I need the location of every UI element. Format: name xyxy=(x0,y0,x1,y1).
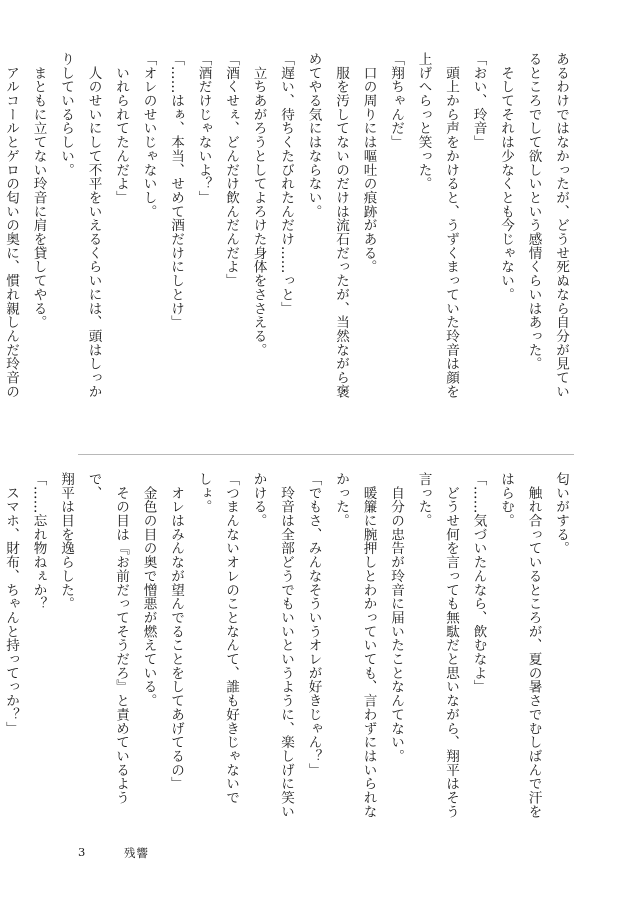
text-line: 暖簾に腕押しとわかっていても、言わずにはいられな xyxy=(360,472,377,819)
text-line: 口の周りには嘔吐の痕跡がある。 xyxy=(360,52,377,274)
text-line: 人のせいにして不平をいえるくらいには、頭はしっか xyxy=(85,52,102,399)
page-footer xyxy=(0,845,641,863)
text-line: 自分の忠告が玲音に届いたことなんてない。 xyxy=(388,472,404,763)
text-line: 頭上から声をかけると、うずくまっていた玲音は顔を xyxy=(443,52,459,399)
text-line: かった。 xyxy=(333,472,349,528)
vertical-text-top xyxy=(3,52,574,418)
text-line: 「つまんないオレのことなんて、誰も好きじゃないで xyxy=(223,472,239,805)
page-number: 3 xyxy=(78,845,86,859)
text-line: 「……はぁ、本当、せめて酒だけにしとけ」 xyxy=(168,52,184,329)
text-line: どうせ何を言っても無駄だと思いながら、翔平はそう xyxy=(443,472,459,819)
text-line: 翔平は目を逸らした。 xyxy=(58,472,74,611)
section-divider xyxy=(78,454,574,455)
text-line: 「酒くせぇ、どんだけ飲んだんだよ」 xyxy=(223,52,239,288)
text-line: 「……忘れ物ねぇか？ xyxy=(30,472,47,611)
text-line: 「翔ちゃんだ」 xyxy=(388,52,404,149)
text-line: 「おい、玲音」 xyxy=(470,52,487,149)
text-line: 匂いがする。 xyxy=(553,472,569,556)
text-line: その目は『お前だってそうだろ』と責めているようで、 xyxy=(85,472,129,805)
text-line: 「……気づいたんなら、飲むなよ」 xyxy=(470,472,487,694)
text-line: まともに立てない玲音に肩を貸してやる。 xyxy=(30,52,47,329)
text-line: そしてそれは少なくとも今じゃない。 xyxy=(498,52,514,302)
text-line: るところでして欲しいという感情くらいはあった。 xyxy=(525,52,542,371)
text-line: あるわけではなかったが、どうせ死ぬなら自分が見てい xyxy=(553,52,569,399)
text-line: 言った。 xyxy=(415,472,432,528)
text-line: しょ。 xyxy=(195,472,212,514)
text-line: 上げへらっと笑った。 xyxy=(415,52,432,191)
text-line: めてやる気にはならない。 xyxy=(305,52,322,219)
text-line: いれられてたんだよ」 xyxy=(113,52,129,205)
text-line: オレはみんなが望んでることをしてあげてるの」 xyxy=(168,472,184,791)
text-block-bottom xyxy=(3,472,574,832)
text-line: 触れ合っているところが、夏の暑さでむしばんで汗を xyxy=(525,472,542,819)
book-title: 残響 xyxy=(124,846,149,860)
text-line: アルコールとゲロの匂いの奥に、慣れ親しんだ玲音の xyxy=(3,52,19,399)
text-line: 「オレのせいじゃないし。 xyxy=(140,52,157,219)
text-line: 立ちあがろうとしてよろけた身体をささえる。 xyxy=(250,52,267,357)
text-line: 「酒だけじゃないよ？」 xyxy=(195,52,212,205)
text-line: 金色の目の奥で憎悪が燃えている。 xyxy=(140,472,157,708)
text-line: スマホ、財布、ちゃんと持ってっか？」 xyxy=(3,472,19,736)
text-line: 「遅い、待ちくたびれたんだけ……っと」 xyxy=(278,52,294,316)
text-line: 服を汚してないのだけは流石だったが、当然ながら褒 xyxy=(333,52,349,399)
text-line: りしているらしい。 xyxy=(58,52,74,177)
text-line: かける。 xyxy=(250,472,267,528)
text-block-top xyxy=(3,52,574,418)
text-line: 「でもさ、みんなそういうオレが好きじゃん？」 xyxy=(305,472,322,777)
text-line: 玲音は全部どうでもいいというように、楽しげに笑い xyxy=(278,472,294,819)
text-line: はらむ。 xyxy=(498,472,514,528)
vertical-text-bottom xyxy=(3,472,574,832)
